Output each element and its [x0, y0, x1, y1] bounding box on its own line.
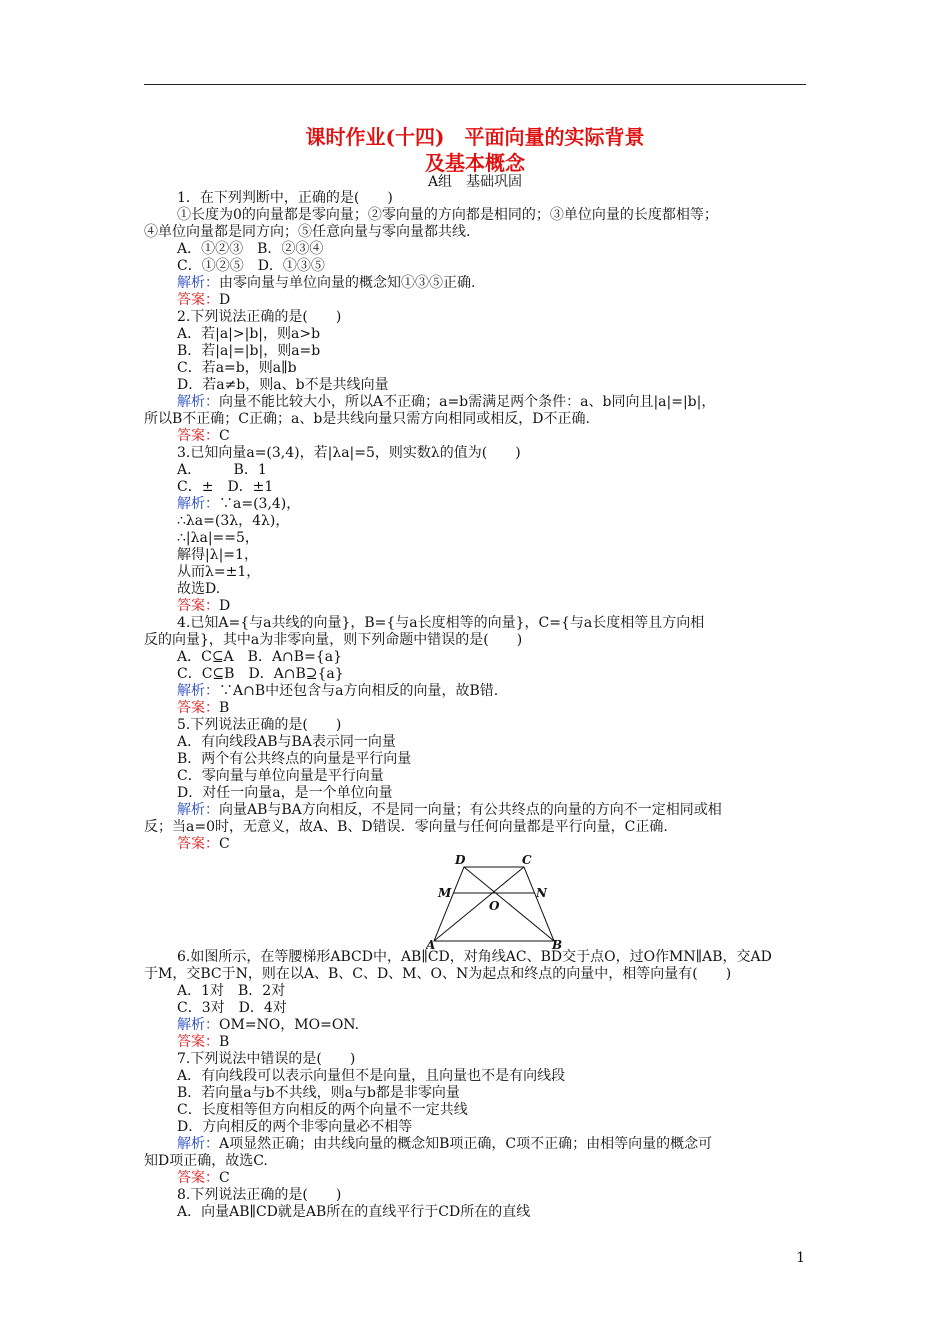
analysis-label: 解析： [177, 496, 219, 512]
text-line [144, 802, 808, 819]
text-line: 5.下列说法正确的是( ) [177, 717, 342, 733]
text-line: B．两个有公共终点的向量是平行向量 [177, 751, 412, 767]
text-line: A．有向线段AB与BA表示同一向量 [177, 734, 396, 750]
text-line: D．方向相反的两个非零向量必不相等 [177, 1119, 413, 1135]
text-line: 反；当a=0时，无意义，故A、B、D错误．零向量与任何向量都是平行向量，C正确. [144, 819, 668, 835]
text-line: A．有向线段可以表示向量但不是向量，且向量也不是有向线段 [177, 1068, 566, 1084]
text-line: C．长度相等但方向相反的两个向量不一定共线 [177, 1102, 468, 1118]
answer-label: 答案： [177, 836, 219, 852]
header-rule [144, 84, 806, 85]
text-line: ∴λa=(3λ，4λ)， [177, 513, 290, 529]
analysis-text: A项显然正确；由共线向量的概念知B项正确，C项不正确；由相等向量的概念可 [219, 1136, 713, 1152]
label-m: M [438, 886, 452, 900]
text-line: ①长度为0的向量都是零向量；②零向量的方向都是相同的；③单位向量的长度都相等； [177, 207, 718, 223]
text-line: 解得|λ|=1， [177, 547, 258, 563]
text-line: C．± D．±1 [177, 479, 274, 495]
text-line [144, 836, 808, 853]
text-line: A．C⊆A B．A∩B={a} [177, 649, 342, 665]
text-line: C．若a=b，则a∥b [177, 360, 297, 376]
text-line: A．1对 B．2对 [177, 983, 286, 999]
answer-value: B [219, 700, 230, 716]
answer-label: 答案： [177, 428, 219, 444]
analysis-label: 解析： [177, 1136, 219, 1152]
text-line: 3.已知向量a=(3,4)，若|λa|=5，则实数λ的值为( ) [177, 445, 521, 461]
document-body [144, 190, 808, 1221]
answer-label: 答案： [177, 292, 219, 308]
text-line [144, 598, 808, 615]
text-line: 6.如图所示，在等腰梯形ABCD中，AB∥CD，对角线AC、BD交于点O，过O作MN∥AB，交AD [177, 949, 772, 965]
trapezoid-figure [144, 853, 808, 949]
analysis-text: 向量AB与BA方向相反，不是同一向量；有公共终点的向量的方向不一定相同或相 [219, 802, 722, 818]
answer-value: C [219, 1170, 230, 1186]
page-title-line2: 及基本概念 [425, 151, 525, 175]
text-line: 2.下列说法正确的是( ) [177, 309, 342, 325]
text-line: B．若向量a与b不共线，则a与b都是非零向量 [177, 1085, 460, 1101]
text-line: 8.下列说法正确的是( ) [177, 1187, 342, 1203]
analysis-text: OM=NO，MO=ON. [219, 1017, 360, 1033]
text-line: C．C⊆B D．A∩B⊇{a} [177, 666, 344, 682]
text-line [144, 700, 808, 717]
text-line: ④单位向量都是同方向；⑤任意向量与零向量都共线. [144, 224, 471, 240]
text-line [144, 428, 808, 445]
label-c: C [522, 853, 532, 867]
text-line: 所以B不正确；C正确；a、b是共线向量只需方向相同或相反，D不正确. [144, 411, 590, 427]
text-line: 于M，交BC于N，则在以A、B、C、D、M、O、N为起点和终点的向量中，相等向量有( ) [144, 966, 732, 982]
text-line: A. B．1 [177, 462, 267, 478]
answer-value: D [219, 598, 231, 614]
diagonal-ac [434, 867, 524, 941]
analysis-text: 由零向量与单位向量的概念知①③⑤正确. [219, 275, 476, 291]
text-line: 从而λ=±1， [177, 564, 261, 580]
analysis-text: ∵A∩B中还包含与a方向相反的向量，故B错. [219, 683, 499, 699]
text-line: A．①②③ B．②③④ [177, 241, 324, 257]
group-heading: A组 基础巩固 [427, 174, 523, 190]
text-line: 故选D. [177, 581, 221, 597]
text-line [144, 1170, 808, 1187]
text-line: A．向量AB∥CD就是AB所在的直线平行于CD所在的直线 [177, 1204, 531, 1220]
answer-label: 答案： [177, 598, 219, 614]
diagonal-bd [464, 867, 554, 941]
answer-value: D [219, 292, 231, 308]
answer-value: B [219, 1034, 230, 1050]
analysis-text: 向量不能比较大小，所以A不正确；a=b需满足两个条件：a、b同向且|a|=|b|， [219, 394, 716, 410]
page-number: 1 [796, 1250, 805, 1266]
text-line: C．零向量与单位向量是平行向量 [177, 768, 384, 784]
label-n: N [536, 886, 547, 900]
text-line: 4.已知A={与a共线的向量}，B={与a长度相等的向量}，C={与a长度相等且方向相 [177, 615, 705, 631]
text-line: C．①②⑤ D．①③⑤ [177, 258, 325, 274]
text-line [144, 394, 808, 411]
text-line: 1．在下列判断中，正确的是( ) [177, 190, 393, 206]
text-line: A．若|a|>|b|，则a>b [177, 326, 321, 342]
answer-value: C [219, 428, 230, 444]
label-a: A [426, 938, 436, 949]
answer-label: 答案： [177, 1034, 219, 1050]
analysis-label: 解析： [177, 802, 219, 818]
text-line: C．3对 D．4对 [177, 1000, 287, 1016]
text-line: D．对任一向量a，是一个单位向量 [177, 785, 393, 801]
trapezoid-diagram [426, 853, 566, 949]
text-line: D．若a≠b，则a、b不是共线向量 [177, 377, 389, 393]
analysis-label: 解析： [177, 394, 219, 410]
analysis-text: ∵a=(3,4)， [219, 496, 301, 512]
text-line [144, 496, 808, 513]
answer-value: C [219, 836, 230, 852]
analysis-label: 解析： [177, 683, 219, 699]
questions-6-8 [144, 949, 808, 1221]
text-line [144, 1136, 808, 1153]
text-line: 知D项正确，故选C. [144, 1153, 268, 1169]
label-d: D [455, 853, 466, 867]
text-line [144, 683, 808, 700]
analysis-label: 解析： [177, 275, 219, 291]
analysis-label: 解析： [177, 1017, 219, 1033]
text-line: ∴|λa|==5， [177, 530, 259, 546]
answer-label: 答案： [177, 700, 219, 716]
page-title: 课时作业(十四) 平面向量的实际背景 [305, 125, 645, 149]
text-line: 7.下列说法中错误的是( ) [177, 1051, 356, 1067]
label-b: B [552, 938, 563, 949]
label-o: O [489, 899, 500, 913]
text-line [144, 292, 808, 309]
answer-label: 答案： [177, 1170, 219, 1186]
questions-1-5 [144, 190, 808, 853]
text-line [144, 1034, 808, 1051]
text-line: B．若|a|=|b|，则a=b [177, 343, 321, 359]
text-line [144, 275, 808, 292]
text-line: 反的向量}，其中a为非零向量，则下列命题中错误的是( ) [144, 632, 523, 648]
text-line [144, 1017, 808, 1034]
